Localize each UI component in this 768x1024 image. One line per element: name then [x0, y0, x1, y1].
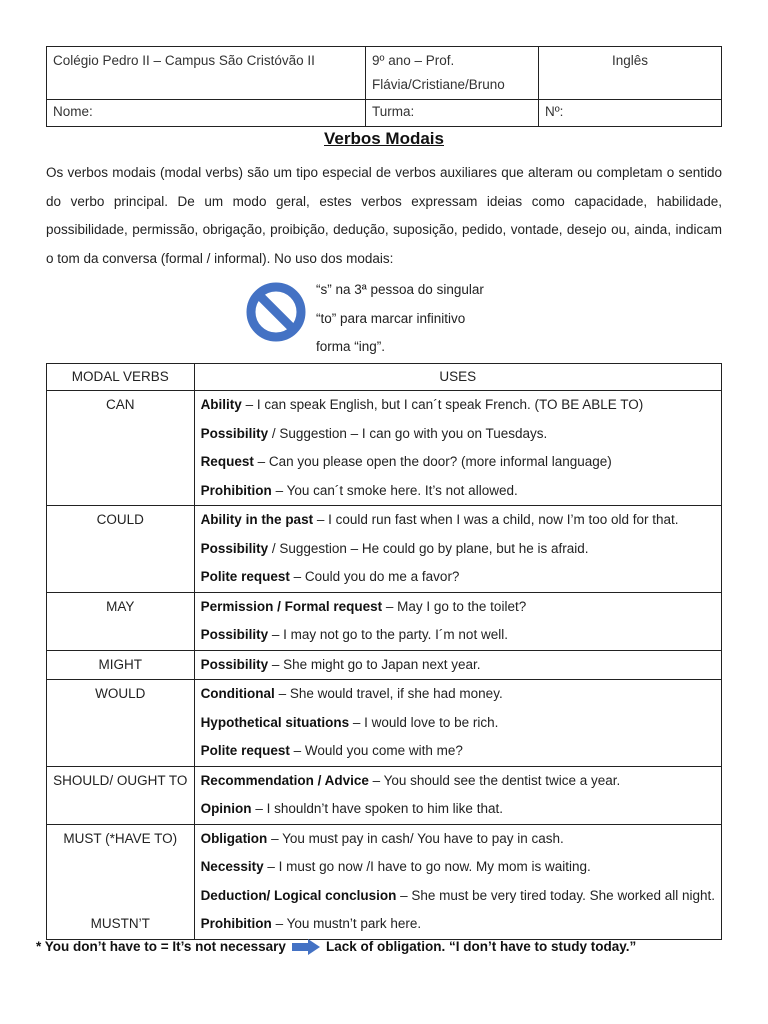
modal-verb-extra: MUSTN’T: [90, 916, 150, 931]
uses-cell: [194, 650, 721, 680]
rule-item: forma “ing”.: [316, 339, 386, 354]
modal-verb: MAY: [106, 598, 135, 614]
use-label: Possibility: [200, 540, 269, 556]
use-label: Recommendation / Advice: [200, 772, 369, 788]
verb-spacer: [53, 477, 188, 506]
use-line: [201, 563, 715, 592]
use-line: [201, 621, 715, 650]
uses-cell: [194, 824, 721, 939]
use-label: Possibility: [200, 627, 269, 642]
use-label: Deduction/ Logical conclusion: [200, 887, 397, 903]
class-field[interactable]: Turma:: [366, 100, 539, 127]
uses-cell: [194, 766, 721, 824]
use-line: [201, 506, 715, 535]
uses-cell: [194, 680, 721, 767]
use-line: [201, 651, 715, 680]
use-line: [201, 737, 715, 766]
table-row: [47, 592, 722, 650]
modal-verb: COULD: [96, 512, 144, 527]
verb-spacer: [53, 737, 188, 766]
use-label: Obligation: [200, 830, 268, 846]
use-label: Necessity: [200, 859, 264, 874]
table-row: [47, 506, 722, 593]
use-example: – Would you come with me?: [289, 743, 463, 758]
modal-verb: MUST (*HAVE TO): [63, 830, 178, 846]
intro-paragraph: Os verbos modais (modal verbs) são um tipo especial de verbos auxiliares que alteram ou completam o sentido do verbo principal. De um modo geral, estes verbos expressam ideias como capacidade, habilidade, possibilidade, permissão, obrigação, proibição, dedução, suposição, pedido, vontade, desejo ou, ainda, indicam o tom da conversa (formal / informal). No uso dos modais:: [46, 165, 722, 266]
rule-item: “s” na 3ª pessoa do singular: [316, 282, 484, 297]
modal-verb-cell: [47, 766, 195, 824]
page-title: Verbos Modais: [324, 129, 444, 148]
use-example: – You mustn’t park here.: [271, 916, 422, 931]
verb-spacer: [53, 448, 188, 477]
column-header-uses: USES: [194, 364, 721, 391]
use-label: Possibility: [200, 425, 269, 441]
verb-spacer: [53, 621, 188, 650]
right-arrow-icon: [292, 939, 320, 955]
use-label: Prohibition: [200, 916, 272, 931]
use-example: – She would travel, if she had money.: [274, 686, 503, 701]
use-line: [201, 680, 715, 709]
use-example: – You should see the dentist twice a year.: [368, 772, 621, 788]
modal-verbs-table: [46, 363, 722, 940]
use-example: – I can speak English, but I can´t speak French. (TO BE ABLE TO): [241, 397, 644, 412]
verb-spacer: [53, 535, 188, 564]
rule-item: “to” para marcar infinitivo: [316, 310, 466, 326]
use-line: [201, 448, 715, 477]
column-header-verbs: MODAL VERBS: [47, 364, 195, 391]
use-example: – You can´t smoke here. It’s not allowed.: [271, 482, 518, 498]
modal-verb-cell: [47, 391, 195, 506]
use-label: Polite request: [200, 743, 290, 758]
uses-cell: [194, 592, 721, 650]
footnote-right: Lack of obligation. “I don’t have to study today.”: [325, 939, 637, 954]
use-line: [201, 477, 715, 506]
verb-spacer: [53, 795, 188, 824]
grade-cell: [366, 47, 539, 100]
footnote-left: * You don’t have to = It’s not necessary: [36, 939, 286, 954]
use-example: – I may not go to the party. I´m not well.: [268, 627, 508, 642]
grade-line-1: 9º ano – Prof.: [372, 53, 455, 68]
modal-verb-cell: [47, 680, 195, 767]
use-line: [201, 593, 715, 622]
verb-spacer: [53, 853, 188, 882]
use-line: [201, 709, 715, 738]
verb-spacer: [53, 420, 188, 449]
use-example: – She must be very tired today. She worked all night.: [396, 887, 715, 903]
use-label: Prohibition: [200, 482, 272, 498]
use-example: – I must go now /I have to go now. My mom is waiting.: [263, 859, 591, 874]
table-row: [47, 766, 722, 824]
verb-spacer: [53, 709, 188, 738]
subject-cell: Inglês: [539, 47, 722, 100]
modal-verb: SHOULD/ OUGHT TO: [53, 772, 188, 788]
use-line: [201, 391, 715, 420]
use-example: – I shouldn’t have spoken to him like that.: [251, 801, 503, 816]
table-row: [47, 650, 722, 680]
use-label: Ability: [200, 397, 242, 412]
modal-verb-cell: [47, 506, 195, 593]
use-example: – She might go to Japan next year.: [268, 656, 481, 672]
table-row: [47, 680, 722, 767]
use-example: / Suggestion – He could go by plane, but he is afraid.: [268, 540, 589, 556]
number-field[interactable]: Nº:: [539, 100, 722, 127]
use-line: [201, 420, 715, 449]
use-label: Conditional: [200, 686, 275, 701]
use-line: [201, 825, 715, 854]
modal-verb-cell: [47, 592, 195, 650]
table-row: [47, 391, 722, 506]
modal-rules-list: [316, 276, 484, 362]
use-line: [201, 767, 715, 796]
use-line: [201, 795, 715, 824]
use-label: Possibility: [200, 656, 269, 672]
use-label: Opinion: [200, 801, 252, 816]
use-example: – I would love to be rich.: [349, 714, 499, 730]
verb-spacer: [53, 563, 188, 592]
table-header-row: [47, 364, 722, 391]
use-label: Polite request: [200, 569, 290, 584]
use-label: Permission / Formal request: [200, 598, 383, 614]
header-table: [46, 46, 722, 127]
uses-cell: [194, 506, 721, 593]
uses-cell: [194, 391, 721, 506]
use-line: [201, 535, 715, 564]
name-field[interactable]: Nome:: [47, 100, 366, 127]
use-line: [201, 853, 715, 882]
use-example: – I could run fast when I was a child, now I’m too old for that.: [313, 512, 679, 527]
grade-line-2: Flávia/Cristiane/Bruno: [372, 77, 505, 92]
use-example: – You must pay in cash/ You have to pay in cash.: [267, 830, 564, 846]
use-example: – Could you do me a favor?: [289, 569, 460, 584]
modal-verb: MIGHT: [98, 656, 143, 672]
use-example: / Suggestion – I can go with you on Tuesdays.: [268, 425, 548, 441]
modal-verb: WOULD: [95, 686, 146, 701]
no-symbol-icon: [246, 282, 306, 342]
use-label: Request: [200, 454, 254, 469]
use-example: – Can you please open the door? (more informal language): [253, 454, 612, 469]
school-cell: Colégio Pedro II – Campus São Cristóvão II: [47, 47, 366, 100]
modal-verb: CAN: [106, 397, 135, 412]
verb-spacer: [53, 882, 188, 911]
use-label: Hypothetical situations: [200, 714, 350, 730]
footnote: [36, 935, 636, 959]
use-label: Ability in the past: [200, 512, 314, 527]
modal-verb-cell: [47, 650, 195, 680]
modal-verb-cell: [47, 824, 195, 939]
use-example: – May I go to the toilet?: [382, 598, 527, 614]
use-line: [201, 882, 715, 911]
table-row: [47, 824, 722, 939]
